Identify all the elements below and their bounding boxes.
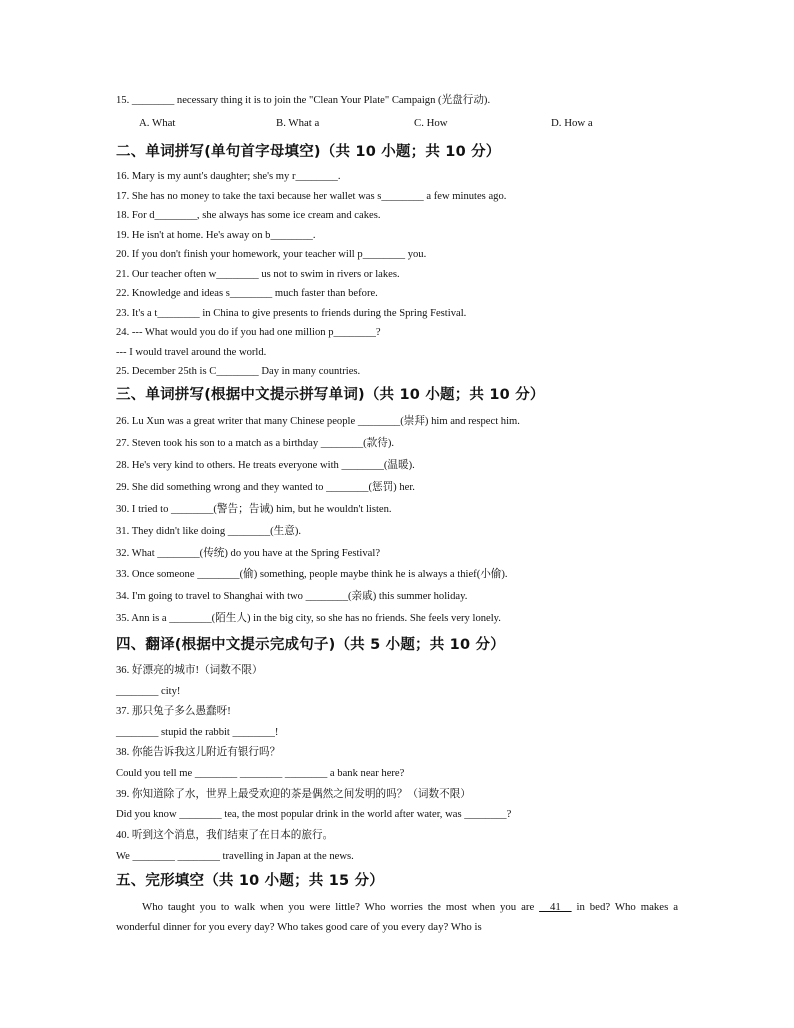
option-a: A. What — [139, 117, 176, 129]
question-37-answer: ________ stupid the rabbit ________! — [116, 727, 279, 738]
question-40-answer: We ________ ________ travelling in Japan at the news. — [116, 851, 354, 862]
question-36-answer: ________ city! — [116, 686, 181, 697]
cloze-blank-41: __41__ — [539, 901, 572, 913]
question-30: 30. I tried to ________(警告；告诫) him, but he wouldn't listen. — [116, 504, 392, 515]
question-24-answer: --- I would travel around the world. — [116, 346, 267, 358]
question-15: 15. ________ necessary thing it is to join the "Clean Your Plate" Campaign (光盘行动). — [116, 95, 491, 106]
question-24: 24. --- What would you do if you had one million p________? — [116, 327, 381, 338]
question-27: 27. Steven took his son to a match as a birthday ________(款待). — [116, 438, 395, 449]
question-26: 26. Lu Xun was a great writer that many Chinese people ________(崇拜) him and respect him. — [116, 416, 520, 427]
question-22: 22. Knowledge and ideas s________ much faster than before. — [116, 288, 378, 299]
cloze-text-after: in bed? Who makes a wonderful dinner for you every day? Who takes good care of you every day? Who is — [116, 901, 678, 933]
question-38-answer: Could you tell me ________ ________ ________ a bank near here? — [116, 768, 405, 779]
question-32: 32. What ________(传统) do you have at the Spring Festival? — [116, 548, 381, 559]
option-c: C. How — [414, 117, 448, 129]
question-39-answer: Did you know ________ tea, the most popular drink in the world after water, was ________? — [116, 809, 512, 820]
question-34: 34. I'm going to travel to Shanghai with two ________(亲戚) this summer holiday. — [116, 591, 468, 602]
section-2-heading: 二、单词拼写(单句首字母填空)（共 10 小题；共 10 分） — [116, 144, 501, 160]
option-d: D. How a — [551, 117, 593, 129]
section-3-heading: 三、单词拼写(根据中文提示拼写单词)（共 10 小题；共 10 分） — [116, 387, 545, 403]
question-38: 38. 你能告诉我这儿附近有银行吗？ — [116, 747, 281, 758]
question-19: 19. He isn't at home. He's away on b________. — [116, 229, 316, 241]
question-39: 39. 你知道除了水，世界上最受欢迎的茶是偶然之间发明的吗？（词数不限） — [116, 789, 471, 800]
question-23: 23. It's a t________ in China to give presents to friends during the Spring Festival. — [116, 307, 467, 319]
cloze-paragraph — [116, 897, 678, 937]
option-b: B. What a — [276, 117, 320, 129]
cloze-text-before: Who taught you to walk when you were little? Who worries the most when you are — [142, 901, 540, 913]
question-16: 16. Mary is my aunt's daughter; she's my r________. — [116, 171, 341, 182]
question-18: 18. For d________, she always has some ice cream and cakes. — [116, 210, 381, 221]
question-36: 36. 好漂亮的城市!（词数不限） — [116, 665, 263, 676]
question-20: 20. If you don't finish your homework, your teacher will p________ you. — [116, 249, 427, 260]
question-33: 33. Once someone ________(偷) something, people maybe think he is always a thief(小偷). — [116, 569, 508, 580]
section-5-heading: 五、完形填空（共 10 小题；共 15 分） — [116, 873, 384, 889]
question-35: 35. Ann is a ________(陌生人) in the big city, so she has no friends. She feels very lonely. — [116, 613, 501, 624]
question-21: 21. Our teacher often w________ us not to swim in rivers or lakes. — [116, 268, 400, 280]
question-31: 31. They didn't like doing ________(生意). — [116, 526, 302, 537]
question-28: 28. He's very kind to others. He treats everyone with ________(温暖). — [116, 460, 415, 471]
section-4-heading: 四、翻译(根据中文提示完成句子)（共 5 小题；共 10 分） — [116, 637, 505, 653]
question-40: 40. 听到这个消息，我们结束了在日本的旅行。 — [116, 830, 334, 841]
question-25: 25. December 25th is C________ Day in many countries. — [116, 366, 361, 377]
question-37: 37. 那只兔子多么愚蠢呀! — [116, 706, 231, 717]
question-17: 17. She has no money to take the taxi because her wallet was s________ a few minutes ago. — [116, 190, 507, 202]
question-29: 29. She did something wrong and they wanted to ________(惩罚) her. — [116, 482, 415, 493]
